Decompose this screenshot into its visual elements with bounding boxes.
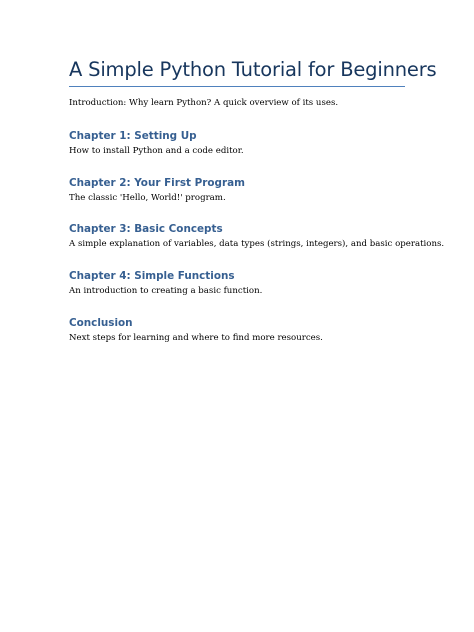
section-heading: Chapter 2: Your First Program [69, 177, 245, 189]
section-text: Next steps for learning and where to find more resources. [69, 333, 323, 343]
section-text: An introduction to creating a basic function. [69, 286, 263, 296]
section-heading: Conclusion [69, 317, 133, 329]
document-title: A Simple Python Tutorial for Beginners [69, 58, 437, 81]
title-underline [69, 86, 405, 87]
section-heading: Chapter 1: Setting Up [69, 130, 197, 142]
section-text: How to install Python and a code editor. [69, 146, 244, 156]
section-heading: Chapter 4: Simple Functions [69, 270, 235, 282]
section-chapter-4 [69, 269, 449, 297]
section-text: The classic 'Hello, World!' program. [69, 193, 226, 203]
section-chapter-1 [69, 129, 449, 157]
section-chapter-2 [69, 176, 449, 204]
section-conclusion [69, 316, 449, 344]
introduction-paragraph: Introduction: Why learn Python? A quick overview of its uses. [69, 98, 339, 108]
section-text: A simple explanation of variables, data types (strings, integers), and basic operations. [69, 239, 445, 249]
section-chapter-3 [69, 222, 449, 250]
section-heading: Chapter 3: Basic Concepts [69, 223, 223, 235]
